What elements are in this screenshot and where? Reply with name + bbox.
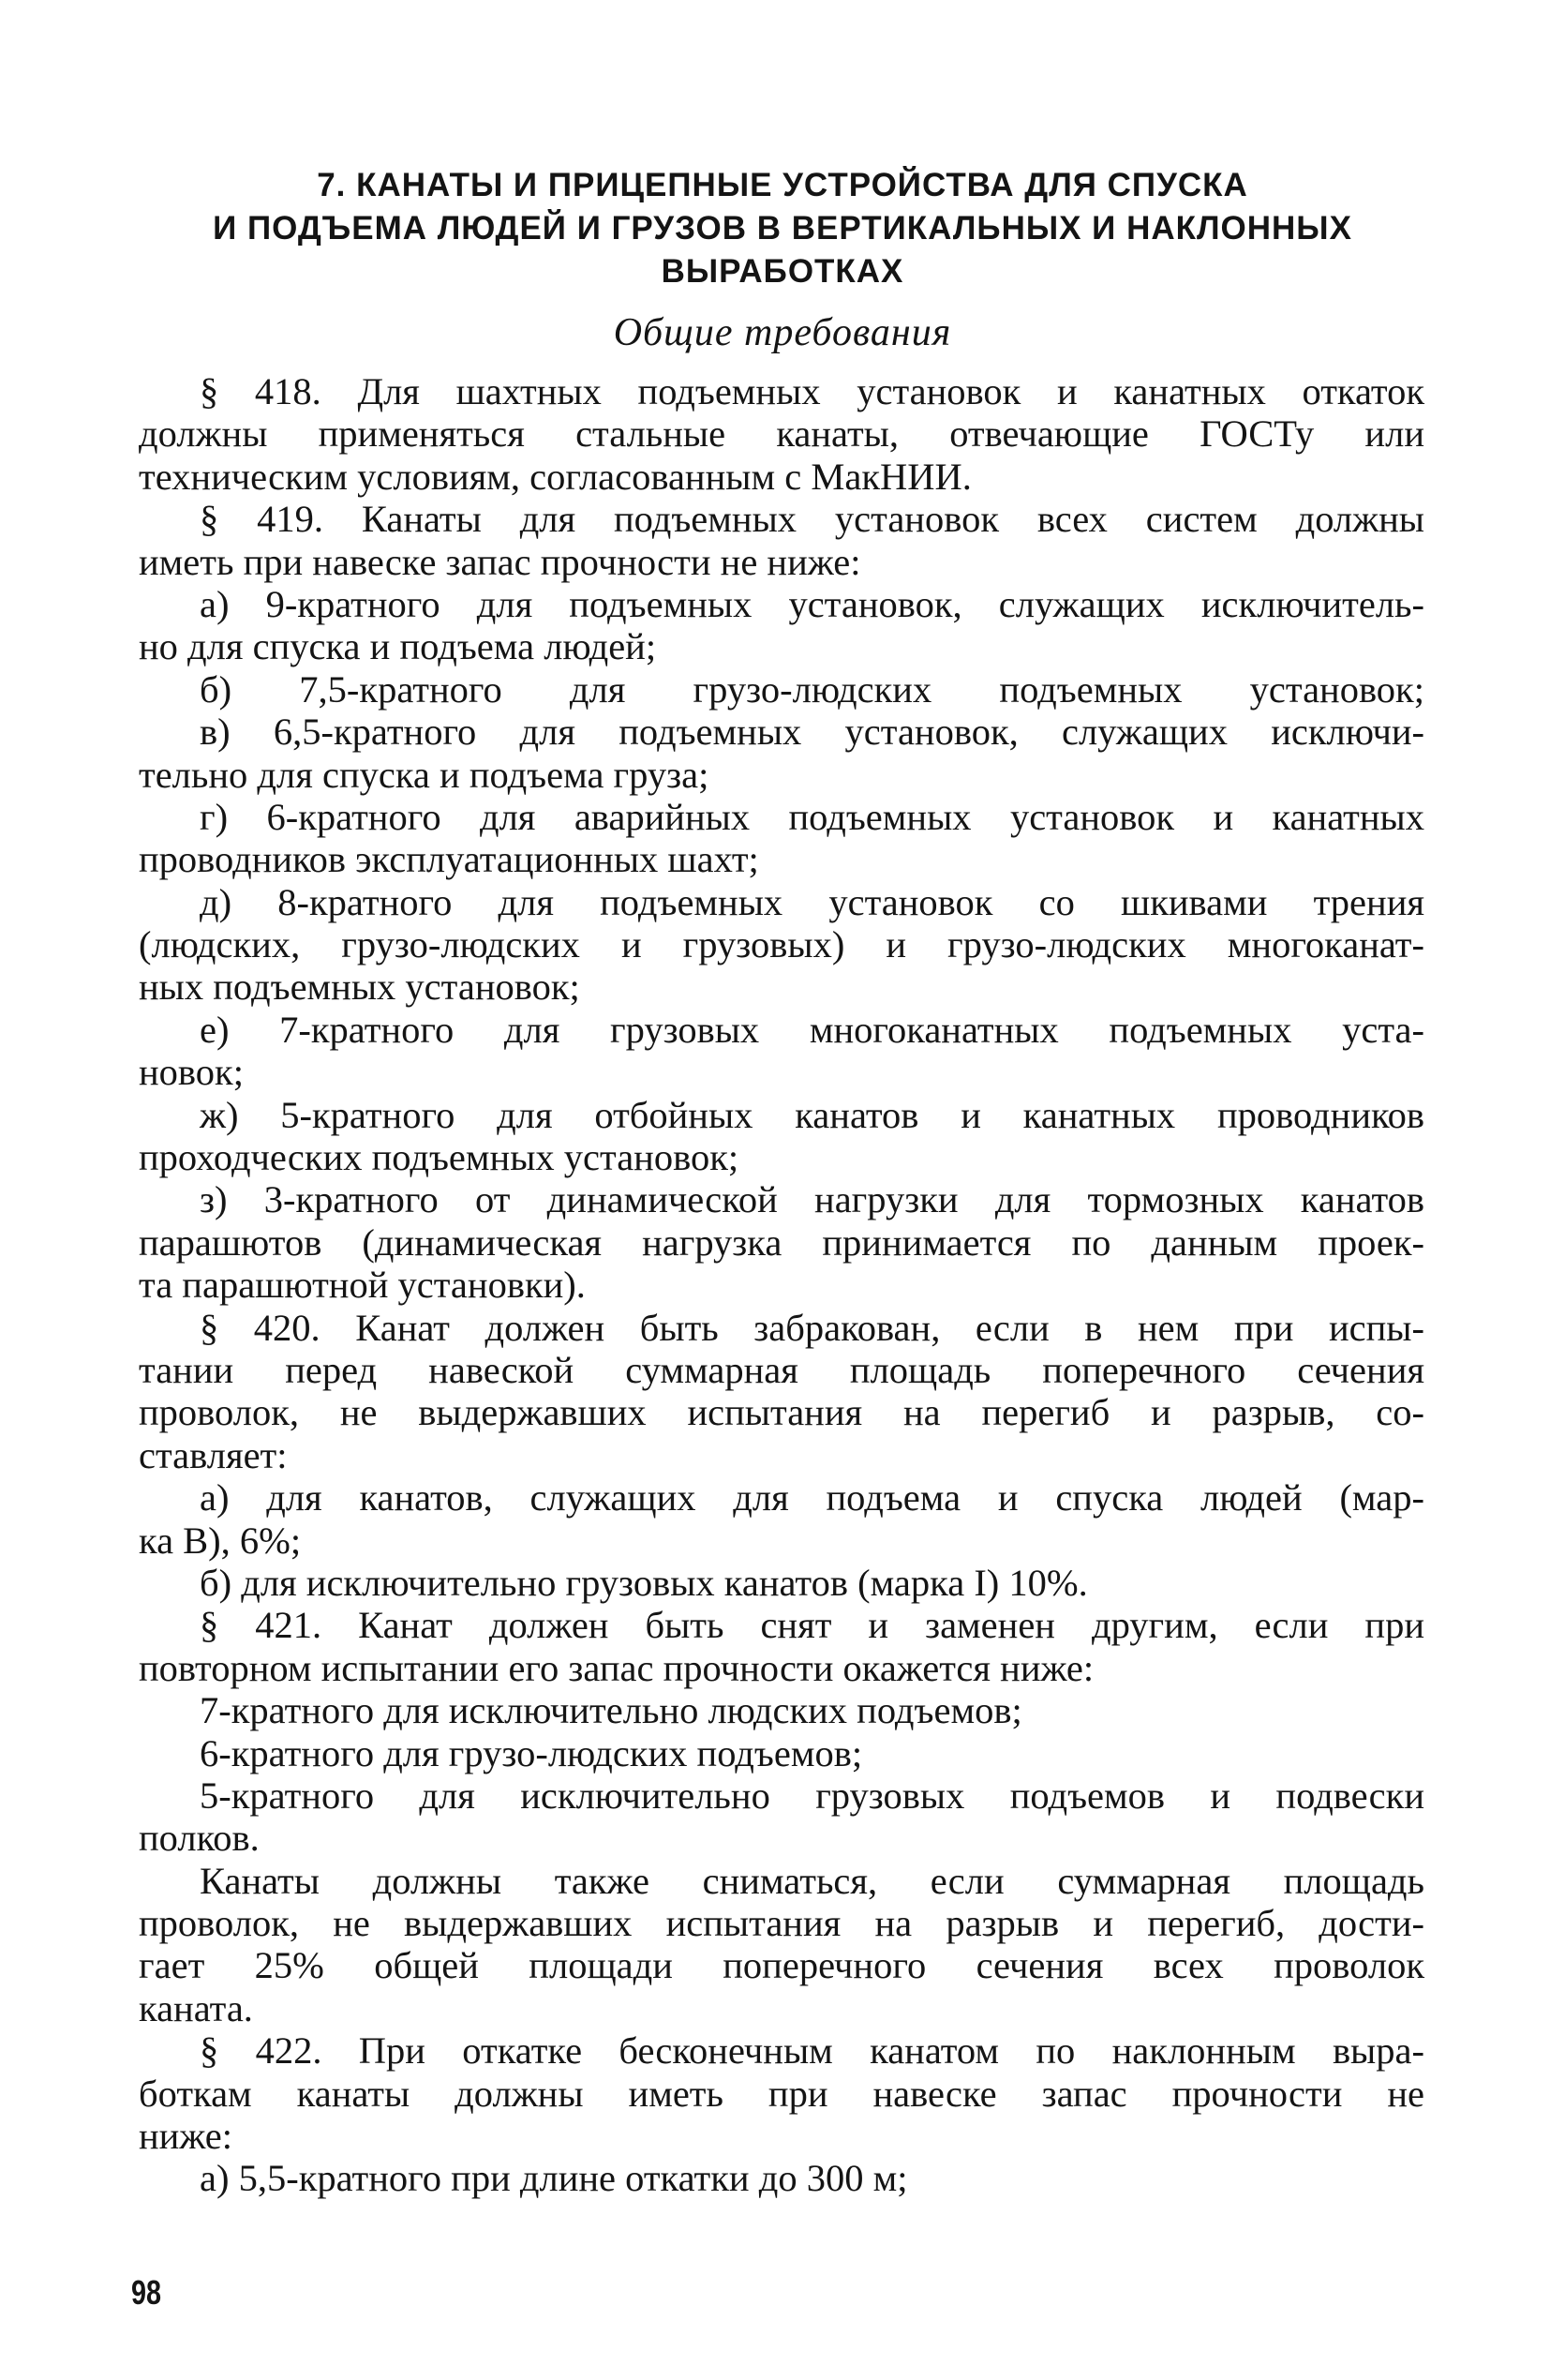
heading-line-2: И ПОДЪЕМА ЛЮДЕЙ И ГРУЗОВ В ВЕРТИКАЛЬНЫХ И НАКЛОННЫХ (213, 210, 1352, 247)
text-line: б) 7,5-кратного для грузо-людских подъемных установок; (200, 667, 1424, 711)
text-line: проволок, не выдержавших испытания на разрыв и перегиб, дости- (139, 1902, 1424, 1945)
text-line: гает 25% общей площади поперечного сечения всех проволок (139, 1944, 1424, 1987)
text-line: 7-кратного для исключительно людских подъемов; (200, 1689, 1022, 1732)
text-line: § 419. Канаты для подъемных установок всех систем должны (200, 498, 1424, 541)
text-line: а) для канатов, служащих для подъема и спуска людей (мар- (200, 1476, 1424, 1519)
body-text (139, 370, 1424, 2200)
text-line: проходческих подъемных установок; (139, 1136, 739, 1179)
text-line: б) для исключительно грузовых канатов (марка I) 10%. (200, 1561, 1088, 1604)
text-line: ка В), 6%; (139, 1519, 302, 1562)
text-line: но для спуска и подъема людей; (139, 625, 657, 668)
text-line: боткам канаты должны иметь при навеске запас прочности не (139, 2072, 1424, 2115)
text-line: (людских, грузо-людских и грузовых) и грузо-людских многоканат- (139, 923, 1424, 966)
text-line: новок; (139, 1051, 244, 1094)
text-line: Канаты должны также сниматься, если суммарная площадь (200, 1859, 1424, 1902)
text-line: ж) 5-кратного для отбойных канатов и канатных проводников (200, 1093, 1424, 1136)
text-line: § 420. Канат должен быть забракован, если в нем при испы- (200, 1306, 1424, 1349)
text-line: 5-кратного для исключительно грузовых подъемов и подвески (200, 1774, 1424, 1817)
text-line: г) 6-кратного для аварийных подъемных установок и канатных (200, 795, 1424, 838)
text-line: парашютов (динамическая нагрузка принимается по данным проек- (139, 1220, 1424, 1264)
text-line: тельно для спуска и подъема груза; (139, 753, 709, 796)
heading-line-3: ВЫРАБОТКАХ (661, 253, 904, 290)
text-line: техническим условиям, согласованным с МакНИИ. (139, 455, 972, 498)
text-line: ставляет: (139, 1433, 288, 1476)
text-line: ниже: (139, 2115, 233, 2158)
heading-line-1: 7. КАНАТЫ И ПРИЦЕПНЫЕ УСТРОЙСТВА ДЛЯ СПУСКА (317, 167, 1248, 203)
text-line: та парашютной установки). (139, 1264, 586, 1307)
text-line: § 418. Для шахтных подъемных установок и канатных откаток (200, 370, 1424, 412)
text-line: тании перед навеской суммарная площадь поперечного сечения (139, 1348, 1424, 1391)
text-line: § 422. При откатке бесконечным канатом по наклонным выра- (200, 2029, 1424, 2073)
text-line: § 421. Канат должен быть снят и заменен другим, если при (200, 1604, 1424, 1647)
text-line: каната. (139, 1986, 253, 2029)
text-line: в) 6,5-кратного для подъемных установок, служащих исключи- (200, 711, 1424, 754)
section-heading (141, 164, 1424, 293)
text-line: д) 8-кратного для подъемных установок со шкивами трения (200, 880, 1424, 923)
text-line: должны применяться стальные канаты, отвечающие ГОСТу или (139, 412, 1424, 456)
text-line: полков. (139, 1817, 260, 1860)
text-line: 6-кратного для грузо-людских подъемов; (200, 1731, 863, 1774)
text-line: ных подъемных установок; (139, 965, 580, 1009)
text-line: а) 5,5-кратного при длине откатки до 300 м; (200, 2157, 908, 2200)
text-line: проводников эксплуатационных шахт; (139, 838, 759, 881)
subheading: Общие требования (613, 311, 952, 354)
text-line: проволок, не выдержавших испытания на перегиб и разрыв, со- (139, 1391, 1424, 1434)
text-line: е) 7-кратного для грузовых многоканатных подъемных уста- (200, 1008, 1424, 1051)
text-line: з) 3-кратного от динамической нагрузки для тормозных канатов (200, 1178, 1424, 1221)
page-number: 98 (131, 2273, 162, 2312)
text-line: а) 9-кратного для подъемных установок, служащих исключитель- (200, 582, 1424, 625)
text-line: повторном испытании его запас прочности окажется ниже: (139, 1646, 1095, 1689)
text-line: иметь при навеске запас прочности не ниже: (139, 540, 861, 583)
